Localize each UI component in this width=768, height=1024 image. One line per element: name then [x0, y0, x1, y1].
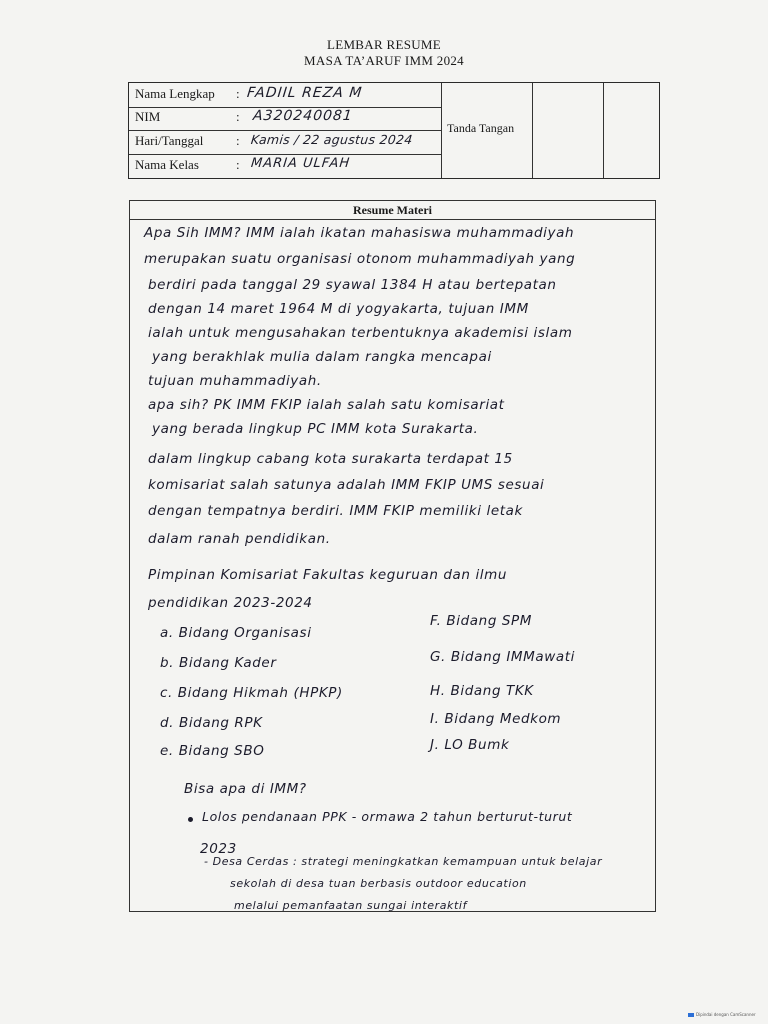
name-colon: :	[236, 86, 240, 101]
nim-value: A320240081	[252, 108, 354, 124]
class-label: Nama Kelas	[135, 157, 199, 172]
resume-line: dalam lingkup cabang kota surakarta terdapat 15	[148, 451, 513, 467]
resume-line: tujuan muhammadiyah.	[148, 373, 322, 389]
resume-line: dengan 14 maret 1964 M di yogyakarta, tujuan IMM	[148, 301, 529, 317]
resume-line: Pimpinan Komisariat Fakultas keguruan dan ilmu	[148, 567, 508, 583]
field-item: J. LO Bumk	[430, 737, 510, 753]
bullet-dot	[188, 817, 193, 822]
row-divider	[129, 154, 441, 155]
name-value: FADIIL REZA M	[246, 85, 364, 101]
field-item: e. Bidang SBO	[160, 743, 265, 759]
camscanner-icon	[688, 1013, 694, 1017]
field-item: d. Bidang RPK	[160, 715, 263, 731]
achievement-year: 2023	[200, 841, 237, 857]
scanner-text: Dipindai dengan CamScanner	[696, 1012, 756, 1017]
name-label: Nama Lengkap	[135, 86, 215, 101]
resume-box	[129, 200, 656, 912]
row-divider	[129, 130, 441, 131]
nim-label: NIM	[135, 109, 161, 124]
resume-line: pendidikan 2023-2024	[148, 595, 313, 611]
field-item: H. Bidang TKK	[430, 683, 534, 699]
resume-line: yang berada lingkup PC IMM kota Surakarta.	[152, 421, 479, 437]
resume-line: ialah untuk mengusahakan terbentuknya akademisi islam	[148, 325, 573, 341]
date-label: Hari/Tanggal	[135, 133, 204, 148]
column-divider	[532, 83, 533, 178]
resume-line: komisariat salah satunya adalah IMM FKIP UMS sesuai	[148, 477, 545, 493]
field-item: F. Bidang SPM	[430, 613, 533, 629]
field-item: G. Bidang IMMawati	[430, 649, 576, 665]
column-divider	[603, 83, 604, 178]
achievement-text: Lolos pendanaan PPK - ormawa 2 tahun berturut-turut	[202, 809, 573, 824]
resume-line: Apa Sih IMM? IMM ialah ikatan mahasiswa muhammadiyah	[144, 225, 575, 241]
note-line: - Desa Cerdas : strategi meningkatkan kemampuan untuk belajar	[204, 855, 603, 868]
class-colon: :	[236, 157, 240, 172]
resume-line: berdiri pada tanggal 29 syawal 1384 H atau bertepatan	[148, 277, 557, 293]
date-value: Kamis / 22 agustus 2024	[250, 132, 414, 147]
note-line: sekolah di desa tuan berbasis outdoor education	[230, 877, 527, 890]
class-value: MARIA ULFAH	[250, 156, 351, 171]
resume-line: apa sih? PK IMM FKIP ialah salah satu komisariat	[148, 397, 505, 413]
field-item: b. Bidang Kader	[160, 655, 277, 671]
scanner-watermark	[688, 1012, 756, 1017]
resume-line: dengan tempatnya berdiri. IMM FKIP memiliki letak	[148, 503, 523, 519]
date-colon: :	[236, 133, 240, 148]
identity-table	[128, 82, 660, 179]
field-item: c. Bidang Hikmah (HPKP)	[160, 685, 343, 701]
signature-label: Tanda Tangan	[447, 121, 515, 135]
column-divider	[441, 83, 442, 178]
field-item: a. Bidang Organisasi	[160, 625, 312, 641]
document-subtitle: MASA TA’ARUF IMM 2024	[304, 53, 464, 68]
nim-colon: :	[236, 109, 240, 124]
note-line: melalui pemanfaatan sungai interaktif	[234, 899, 468, 912]
document-title: LEMBAR RESUME	[326, 37, 442, 52]
resume-line: dalam ranah pendidikan.	[148, 531, 331, 547]
resume-line: yang berakhlak mulia dalam rangka mencapai	[152, 349, 492, 365]
field-item: I. Bidang Medkom	[430, 711, 562, 727]
resume-line: merupakan suatu organisasi otonom muhammadiyah yang	[144, 251, 576, 267]
question-heading: Bisa apa di IMM?	[184, 781, 307, 797]
resume-heading: Resume Materi	[130, 201, 655, 220]
